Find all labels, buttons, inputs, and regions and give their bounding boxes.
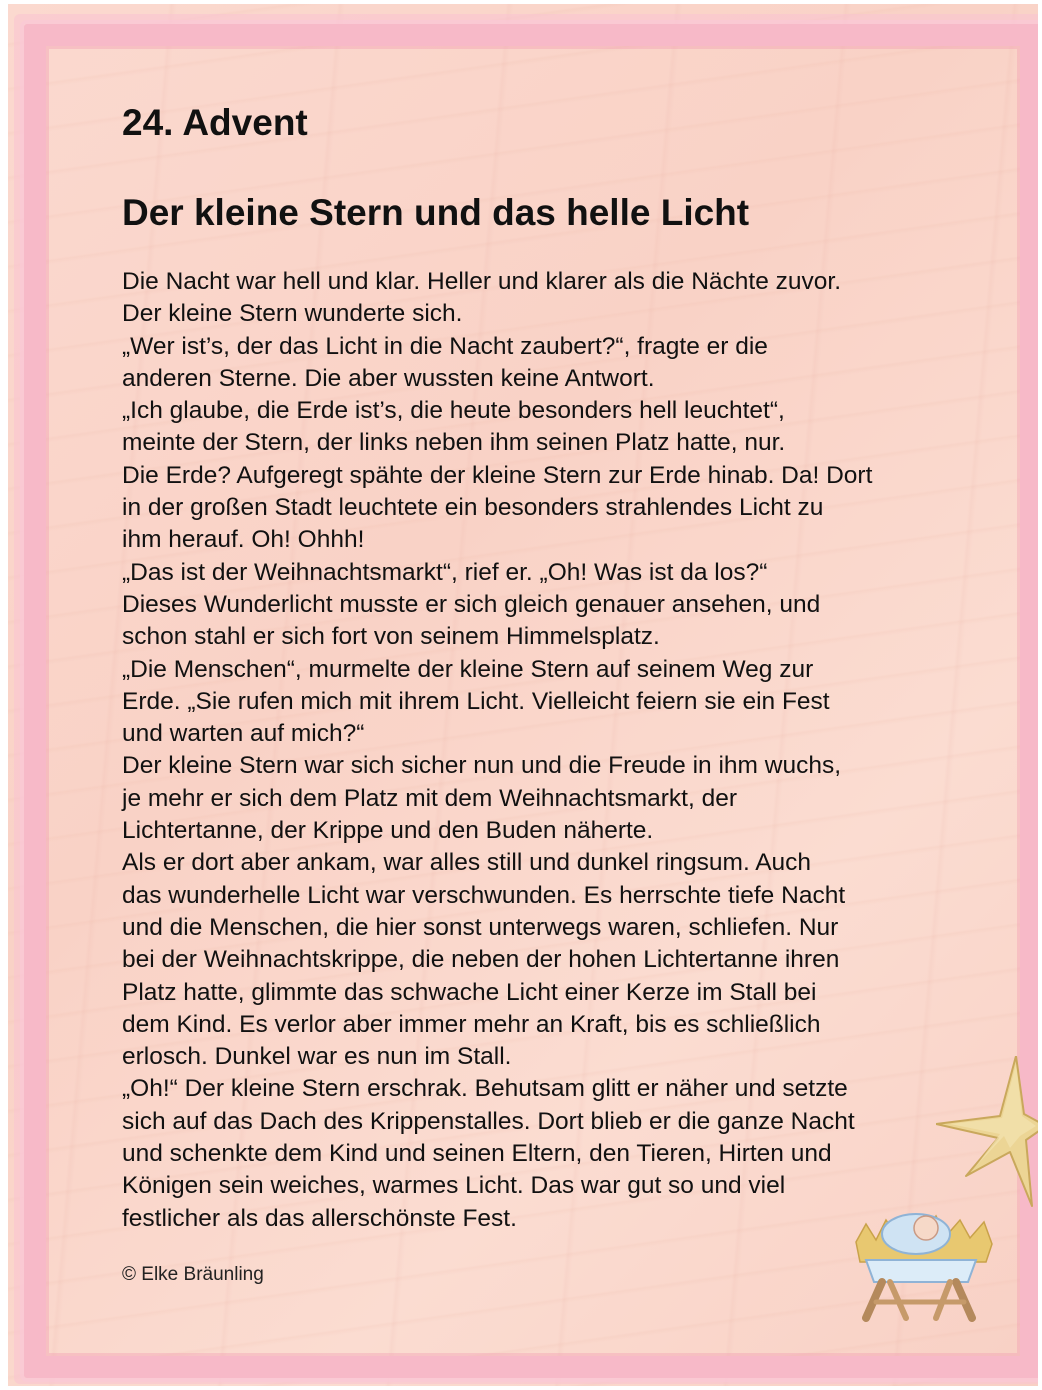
story-line: ihm herauf. Oh! Ohhh!	[122, 526, 365, 554]
story-line: Königen sein weiches, warmes Licht. Das war gut so und viel	[122, 1172, 786, 1200]
story-line: festlicher als das allerschönste Fest.	[122, 1204, 517, 1232]
story-line: anderen Sterne. Die aber wussten keine Antwort.	[122, 364, 655, 392]
story-line: Der kleine Stern war sich sicher nun und die Freude in ihm wuchs,	[122, 752, 842, 780]
advent-day-title: 24. Advent	[122, 102, 308, 143]
story-line: Dieses Wunderlicht musste er sich gleich genauer ansehen, und	[122, 590, 821, 618]
story-line: in der großen Stadt leuchtete ein besonders strahlendes Licht zu	[122, 494, 824, 522]
story-line: Die Nacht war hell und klar. Heller und klarer als die Nächte zuvor.	[122, 268, 842, 295]
story-line: „Ich glaube, die Erde ist’s, die heute besonders hell leuchtet“,	[122, 397, 785, 425]
story-line: und die Menschen, die hier sonst unterwegs waren, schliefen. Nur	[122, 913, 839, 941]
star-icon	[936, 1056, 1038, 1216]
story-line: „Oh!“ Der kleine Stern erschrak. Behutsam glitt er näher und setzte	[122, 1075, 848, 1103]
story-line: Die Erde? Aufgeregt spähte der kleine Stern zur Erde hinab. Da! Dort	[122, 461, 873, 489]
story-line: „Das ist der Weihnachtsmarkt“, rief er. „Oh! Was ist da los?“	[122, 558, 768, 586]
story-text	[122, 266, 932, 1235]
story-title: Der kleine Stern und das helle Licht	[122, 192, 750, 233]
story-line: Erde. „Sie rufen mich mit ihrem Licht. Vielleicht feiern sie ein Fest	[122, 687, 830, 715]
story-line: und schenkte dem Kind und seinen Eltern, den Tieren, Hirten und	[122, 1140, 832, 1168]
copyright-notice: © Elke Bräunling	[122, 1264, 264, 1285]
story-line: „Wer ist’s, der das Licht in die Nacht zaubert?“, fragte er die	[122, 332, 768, 360]
story-line: erlosch. Dunkel war es nun im Stall.	[122, 1043, 512, 1071]
story-line: Der kleine Stern wunderte sich.	[122, 300, 463, 328]
story-line: bei der Weihnachtskrippe, die neben der hohen Lichtertanne ihren	[122, 946, 840, 974]
story-line: Platz hatte, glimmte das schwache Licht einer Kerze im Stall bei	[122, 978, 817, 1006]
manger-icon	[846, 1202, 996, 1322]
story-line: das wunderhelle Licht war verschwunden. Es herrschte tiefe Nacht	[122, 881, 846, 909]
story-line: schon stahl er sich fort von seinem Himmelsplatz.	[122, 623, 660, 651]
story-line: je mehr er sich dem Platz mit dem Weihnachtsmarkt, der	[122, 784, 737, 812]
story-line: sich auf das Dach des Krippenstalles. Dort blieb er die ganze Nacht	[122, 1107, 855, 1135]
story-line: „Die Menschen“, murmelte der kleine Stern auf seinem Weg zur	[122, 655, 814, 683]
story-line: meinte der Stern, der links neben ihm seinen Platz hatte, nur.	[122, 429, 786, 457]
story-line: Lichtertanne, der Krippe und den Buden näherte.	[122, 817, 654, 845]
story-line: Als er dort aber ankam, war alles still und dunkel ringsum. Auch	[122, 849, 812, 877]
story-page	[8, 4, 1038, 1386]
story-content	[122, 100, 932, 1235]
story-line: dem Kind. Es verlor aber immer mehr an Kraft, bis es schließlich	[122, 1010, 821, 1038]
story-line: und warten auf mich?“	[122, 720, 365, 748]
